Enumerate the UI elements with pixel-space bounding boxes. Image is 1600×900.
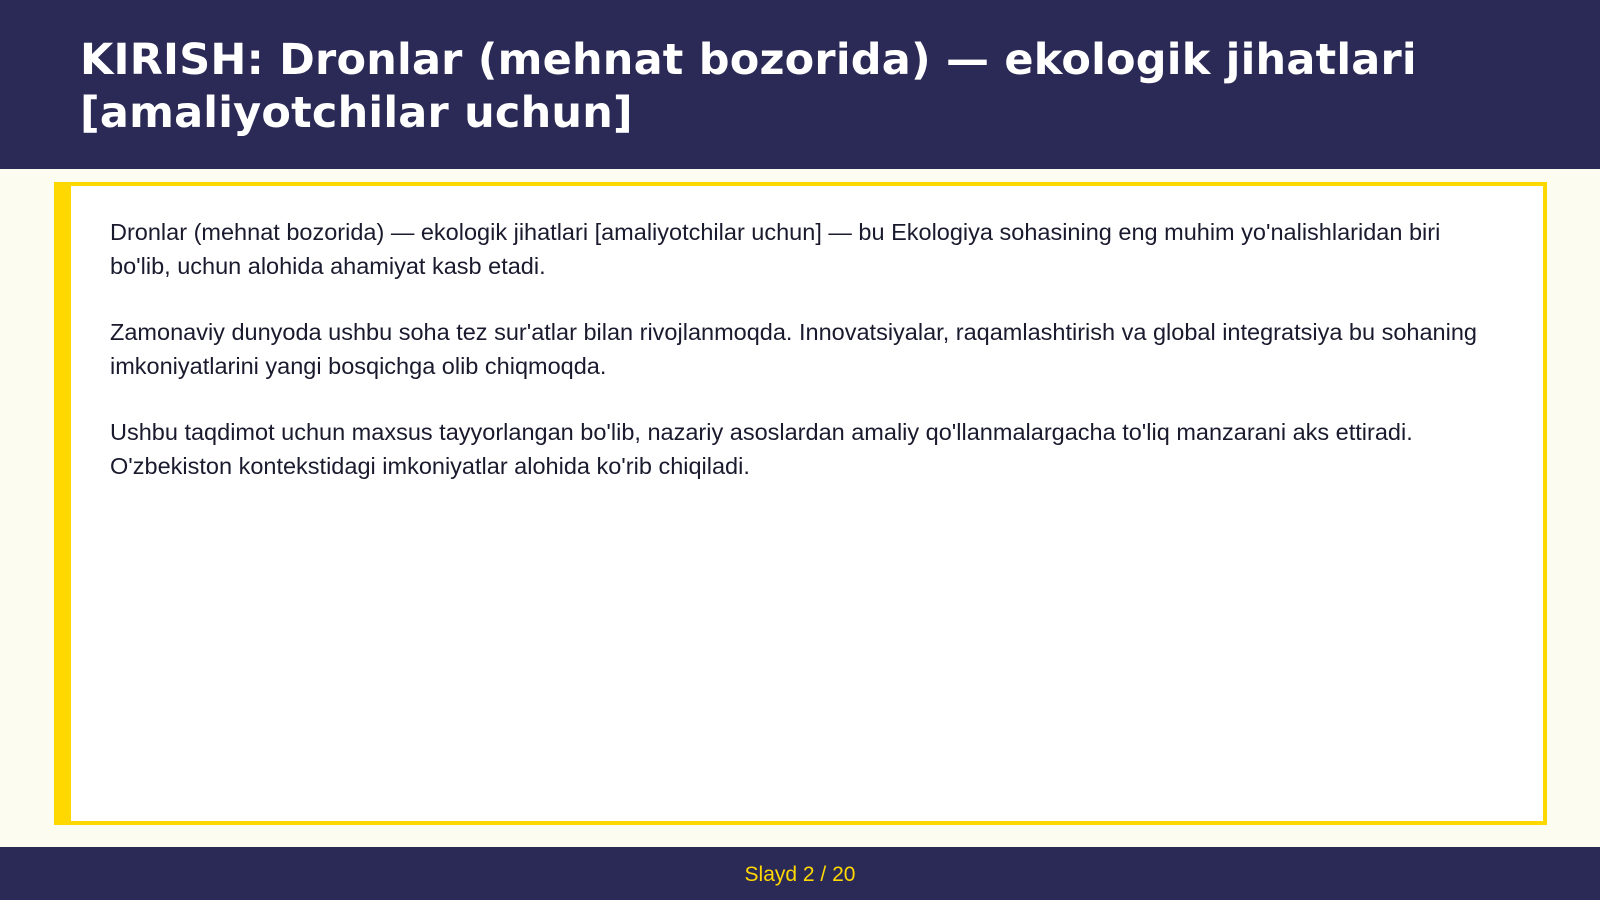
slide-header bbox=[0, 0, 1600, 169]
slide-title-line1: KIRISH: Dronlar (mehnat bozorida) — ekologik jihatlari bbox=[80, 35, 1417, 85]
intro-paragraph: Dronlar (mehnat bozorida) — ekologik jihatlari [amaliyotchilar uchun] — bu Ekologiya sohasining eng muhim yo'nalishlaridan biri bo'lib, uchun alohida ahamiyat kasb etadi. bbox=[110, 219, 1441, 279]
slide-title bbox=[80, 34, 1520, 140]
slide-footer bbox=[0, 847, 1600, 900]
slide-title-line2: [amaliyotchilar uchun] bbox=[80, 88, 633, 138]
slide-counter: Slayd 2 / 20 bbox=[744, 863, 856, 886]
context-paragraph: Zamonaviy dunyoda ushbu soha tez sur'atlar bilan rivojlanmoqda. Innovatsiyalar, raqamlashtirish va global integratsiya bu sohaning imkoniyatlarini yangi bosqichga olib chiqmoqda. bbox=[110, 319, 1477, 379]
purpose-paragraph: Ushbu taqdimot uchun maxsus tayyorlangan bo'lib, nazariy asoslardan amaliy qo'llanmalargacha to'liq manzarani aks ettiradi. O'zbekiston kontekstidagi imkoniyatlar alohida ko'rib chiqiladi. bbox=[110, 419, 1413, 479]
content-box bbox=[54, 182, 1547, 825]
